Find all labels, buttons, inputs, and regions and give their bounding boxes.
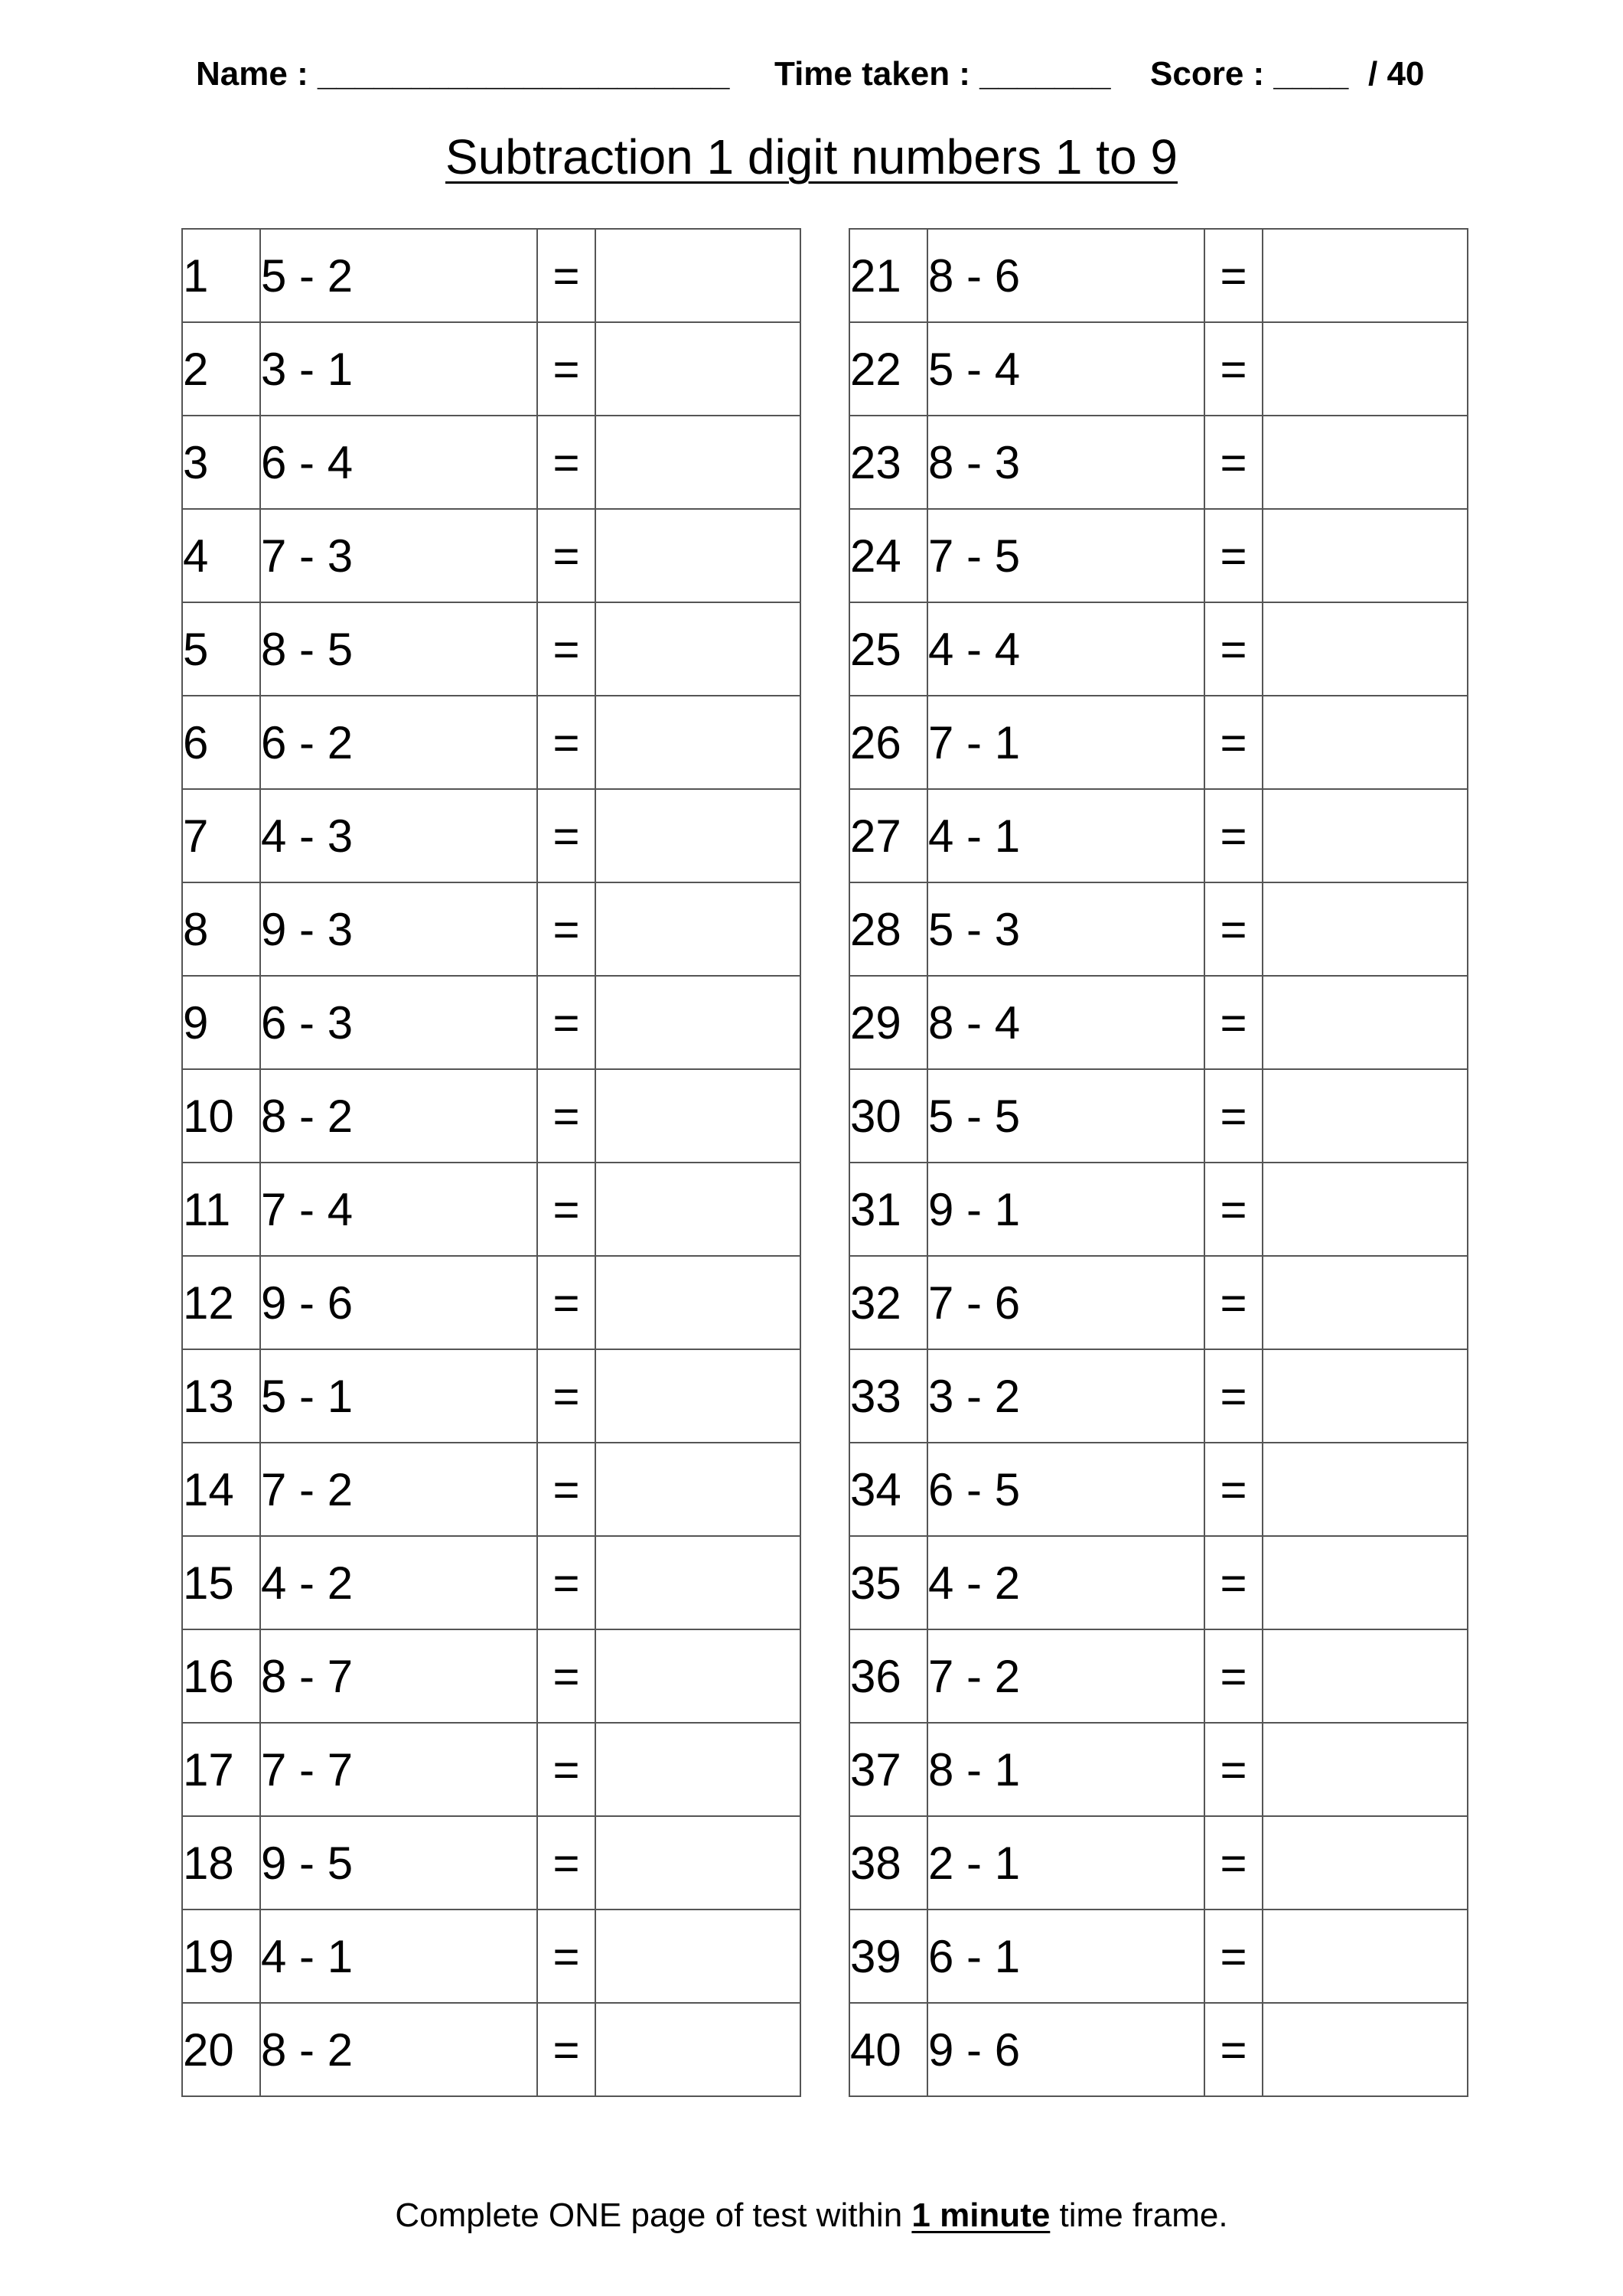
problem-row xyxy=(182,696,800,789)
equals-sign: = xyxy=(537,976,595,1069)
answer-box[interactable] xyxy=(1263,1910,1468,2003)
problem-row xyxy=(182,882,800,976)
problem-number: 12 xyxy=(182,1256,260,1349)
answer-box[interactable] xyxy=(1263,1816,1468,1910)
answer-box[interactable] xyxy=(1263,789,1468,882)
problem-number: 9 xyxy=(182,976,260,1069)
problem-expression: 7 - 4 xyxy=(260,1163,537,1256)
problem-row xyxy=(849,1443,1468,1536)
problem-row xyxy=(849,1536,1468,1629)
problem-row xyxy=(182,2003,800,2096)
score-field[interactable]: Score : ____ xyxy=(1150,55,1349,93)
problem-number: 26 xyxy=(849,696,927,789)
equals-sign: = xyxy=(537,602,595,696)
equals-sign: = xyxy=(1204,1443,1263,1536)
problem-row xyxy=(182,602,800,696)
problem-row xyxy=(182,1443,800,1536)
problem-number: 6 xyxy=(182,696,260,789)
equals-sign: = xyxy=(537,1349,595,1443)
problem-expression: 5 - 1 xyxy=(260,1349,537,1443)
problem-number: 19 xyxy=(182,1910,260,2003)
equals-sign: = xyxy=(537,696,595,789)
time-taken-field[interactable]: Time taken : _______ xyxy=(774,55,1111,93)
problem-number: 10 xyxy=(182,1069,260,1163)
problem-number: 11 xyxy=(182,1163,260,1256)
problem-row xyxy=(849,1723,1468,1816)
equals-sign: = xyxy=(537,229,595,322)
footer-text-after: time frame. xyxy=(1050,2197,1228,2234)
problem-expression: 3 - 1 xyxy=(260,322,537,416)
equals-sign: = xyxy=(537,1069,595,1163)
problems-table-left xyxy=(181,228,801,2097)
problem-row xyxy=(182,1163,800,1256)
problem-row xyxy=(849,416,1468,509)
problem-row xyxy=(849,1256,1468,1349)
problem-number: 28 xyxy=(849,882,927,976)
equals-sign: = xyxy=(1204,882,1263,976)
equals-sign: = xyxy=(537,789,595,882)
footer-emphasis: 1 minute xyxy=(911,2197,1051,2234)
equals-sign: = xyxy=(537,1723,595,1816)
problem-expression: 5 - 2 xyxy=(260,229,537,322)
problem-expression: 8 - 1 xyxy=(927,1723,1204,1816)
problem-expression: 8 - 5 xyxy=(260,602,537,696)
problem-expression: 5 - 5 xyxy=(927,1069,1204,1163)
equals-sign: = xyxy=(537,1443,595,1536)
problem-expression: 8 - 3 xyxy=(927,416,1204,509)
problem-number: 30 xyxy=(849,1069,927,1163)
problem-row xyxy=(182,1629,800,1723)
problem-number: 27 xyxy=(849,789,927,882)
problem-number: 36 xyxy=(849,1629,927,1723)
answer-box[interactable] xyxy=(595,1910,800,2003)
answer-box[interactable] xyxy=(595,1069,800,1163)
problem-number: 24 xyxy=(849,509,927,602)
problem-number: 20 xyxy=(182,2003,260,2096)
answer-box[interactable] xyxy=(1263,1256,1468,1349)
answer-box[interactable] xyxy=(1263,1629,1468,1723)
problem-row xyxy=(849,602,1468,696)
problem-expression: 4 - 1 xyxy=(260,1910,537,2003)
equals-sign: = xyxy=(1204,509,1263,602)
problem-number: 7 xyxy=(182,789,260,882)
problem-expression: 7 - 2 xyxy=(927,1629,1204,1723)
problem-expression: 7 - 5 xyxy=(927,509,1204,602)
problem-row xyxy=(182,322,800,416)
problem-row xyxy=(182,1349,800,1443)
problem-expression: 9 - 6 xyxy=(927,2003,1204,2096)
problem-expression: 8 - 2 xyxy=(260,2003,537,2096)
answer-box[interactable] xyxy=(1263,1069,1468,1163)
problem-expression: 4 - 4 xyxy=(927,602,1204,696)
answer-box[interactable] xyxy=(595,789,800,882)
equals-sign: = xyxy=(1204,789,1263,882)
problem-expression: 6 - 3 xyxy=(260,976,537,1069)
problem-number: 18 xyxy=(182,1816,260,1910)
equals-sign: = xyxy=(537,1816,595,1910)
equals-sign: = xyxy=(1204,2003,1263,2096)
equals-sign: = xyxy=(1204,696,1263,789)
answer-box[interactable] xyxy=(595,1163,800,1256)
problem-row xyxy=(182,1723,800,1816)
problem-number: 38 xyxy=(849,1816,927,1910)
answer-box[interactable] xyxy=(1263,1349,1468,1443)
header xyxy=(0,55,1623,109)
answer-box[interactable] xyxy=(1263,882,1468,976)
problem-expression: 8 - 2 xyxy=(260,1069,537,1163)
equals-sign: = xyxy=(1204,1910,1263,2003)
equals-sign: = xyxy=(1204,1163,1263,1256)
problem-row xyxy=(182,1816,800,1910)
problem-row xyxy=(849,1069,1468,1163)
problem-expression: 6 - 2 xyxy=(260,696,537,789)
problem-row xyxy=(849,2003,1468,2096)
problem-number: 29 xyxy=(849,976,927,1069)
problem-row xyxy=(182,509,800,602)
problem-row xyxy=(182,1256,800,1349)
problem-number: 37 xyxy=(849,1723,927,1816)
problem-number: 8 xyxy=(182,882,260,976)
equals-sign: = xyxy=(1204,1536,1263,1629)
equals-sign: = xyxy=(1204,1069,1263,1163)
problem-row xyxy=(849,1910,1468,2003)
problem-number: 40 xyxy=(849,2003,927,2096)
problem-expression: 2 - 1 xyxy=(927,1816,1204,1910)
equals-sign: = xyxy=(1204,416,1263,509)
problem-expression: 7 - 1 xyxy=(927,696,1204,789)
answer-box[interactable] xyxy=(595,322,800,416)
equals-sign: = xyxy=(537,1163,595,1256)
equals-sign: = xyxy=(537,322,595,416)
problem-number: 2 xyxy=(182,322,260,416)
problem-number: 33 xyxy=(849,1349,927,1443)
problem-expression: 9 - 5 xyxy=(260,1816,537,1910)
answer-box[interactable] xyxy=(595,1723,800,1816)
problem-row xyxy=(849,1816,1468,1910)
problem-number: 13 xyxy=(182,1349,260,1443)
problem-row xyxy=(849,1163,1468,1256)
answer-box[interactable] xyxy=(1263,2003,1468,2096)
answer-box[interactable] xyxy=(595,696,800,789)
problem-row xyxy=(849,789,1468,882)
problem-row xyxy=(849,322,1468,416)
equals-sign: = xyxy=(537,882,595,976)
problem-expression: 6 - 4 xyxy=(260,416,537,509)
answer-box[interactable] xyxy=(1263,1443,1468,1536)
problem-row xyxy=(182,1910,800,2003)
answer-box[interactable] xyxy=(595,416,800,509)
score-total: / 40 xyxy=(1368,55,1425,93)
problem-expression: 4 - 1 xyxy=(927,789,1204,882)
equals-sign: = xyxy=(1204,322,1263,416)
answer-box[interactable] xyxy=(1263,696,1468,789)
problem-row xyxy=(849,509,1468,602)
problem-expression: 7 - 2 xyxy=(260,1443,537,1536)
problem-number: 32 xyxy=(849,1256,927,1349)
answer-box[interactable] xyxy=(595,2003,800,2096)
problem-number: 16 xyxy=(182,1629,260,1723)
problem-number: 39 xyxy=(849,1910,927,2003)
answer-box[interactable] xyxy=(595,229,800,322)
problem-row xyxy=(849,229,1468,322)
problem-number: 31 xyxy=(849,1163,927,1256)
problem-expression: 6 - 1 xyxy=(927,1910,1204,2003)
answer-box[interactable] xyxy=(595,1443,800,1536)
problem-number: 35 xyxy=(849,1536,927,1629)
problem-expression: 3 - 2 xyxy=(927,1349,1204,1443)
answer-box[interactable] xyxy=(1263,509,1468,602)
equals-sign: = xyxy=(1204,1349,1263,1443)
answer-box[interactable] xyxy=(1263,229,1468,322)
problem-expression: 4 - 2 xyxy=(260,1536,537,1629)
answer-box[interactable] xyxy=(595,1536,800,1629)
answer-box[interactable] xyxy=(595,1629,800,1723)
problem-expression: 8 - 7 xyxy=(260,1629,537,1723)
problem-expression: 7 - 3 xyxy=(260,509,537,602)
problem-expression: 4 - 3 xyxy=(260,789,537,882)
problem-expression: 5 - 3 xyxy=(927,882,1204,976)
problem-number: 25 xyxy=(849,602,927,696)
equals-sign: = xyxy=(1204,1816,1263,1910)
problem-number: 3 xyxy=(182,416,260,509)
problem-number: 5 xyxy=(182,602,260,696)
title-text: Subtraction 1 digit numbers 1 to 9 xyxy=(445,129,1178,184)
problem-number: 23 xyxy=(849,416,927,509)
problem-number: 4 xyxy=(182,509,260,602)
problem-number: 34 xyxy=(849,1443,927,1536)
answer-box[interactable] xyxy=(1263,976,1468,1069)
problem-number: 17 xyxy=(182,1723,260,1816)
equals-sign: = xyxy=(537,416,595,509)
answer-box[interactable] xyxy=(595,602,800,696)
equals-sign: = xyxy=(537,2003,595,2096)
problem-row xyxy=(849,1629,1468,1723)
equals-sign: = xyxy=(537,1910,595,2003)
problem-expression: 5 - 4 xyxy=(927,322,1204,416)
answer-box[interactable] xyxy=(1263,1536,1468,1629)
answer-box[interactable] xyxy=(595,882,800,976)
problem-expression: 9 - 6 xyxy=(260,1256,537,1349)
problem-row xyxy=(182,976,800,1069)
problem-row xyxy=(182,229,800,322)
equals-sign: = xyxy=(537,1256,595,1349)
problem-number: 21 xyxy=(849,229,927,322)
footer-instruction xyxy=(0,2197,1623,2235)
equals-sign: = xyxy=(1204,1629,1263,1723)
problem-expression: 7 - 7 xyxy=(260,1723,537,1816)
answer-box[interactable] xyxy=(595,509,800,602)
footer-text-before: Complete ONE page of test within xyxy=(395,2197,912,2234)
problem-number: 15 xyxy=(182,1536,260,1629)
problem-row xyxy=(182,789,800,882)
problem-expression: 8 - 4 xyxy=(927,976,1204,1069)
answer-box[interactable] xyxy=(1263,322,1468,416)
answer-box[interactable] xyxy=(1263,602,1468,696)
problem-number: 14 xyxy=(182,1443,260,1536)
problem-number: 22 xyxy=(849,322,927,416)
problem-row xyxy=(182,1069,800,1163)
problem-number: 1 xyxy=(182,229,260,322)
answer-box[interactable] xyxy=(595,1816,800,1910)
equals-sign: = xyxy=(537,1536,595,1629)
problem-row xyxy=(849,696,1468,789)
equals-sign: = xyxy=(1204,976,1263,1069)
equals-sign: = xyxy=(537,1629,595,1723)
equals-sign: = xyxy=(1204,1256,1263,1349)
problem-expression: 6 - 5 xyxy=(927,1443,1204,1536)
equals-sign: = xyxy=(1204,1723,1263,1816)
problem-expression: 7 - 6 xyxy=(927,1256,1204,1349)
name-field[interactable]: Name : ______________________ xyxy=(196,55,730,93)
problem-row xyxy=(849,976,1468,1069)
equals-sign: = xyxy=(537,509,595,602)
answer-box[interactable] xyxy=(595,976,800,1069)
problem-row xyxy=(849,882,1468,976)
problem-row xyxy=(849,1349,1468,1443)
problem-expression: 9 - 1 xyxy=(927,1163,1204,1256)
answer-box[interactable] xyxy=(1263,1723,1468,1816)
problem-expression: 4 - 2 xyxy=(927,1536,1204,1629)
equals-sign: = xyxy=(1204,229,1263,322)
answer-box[interactable] xyxy=(1263,416,1468,509)
answer-box[interactable] xyxy=(595,1349,800,1443)
problem-row xyxy=(182,416,800,509)
problem-expression: 9 - 3 xyxy=(260,882,537,976)
answer-box[interactable] xyxy=(595,1256,800,1349)
worksheet-title xyxy=(0,129,1623,185)
equals-sign: = xyxy=(1204,602,1263,696)
problems-table-right xyxy=(849,228,1468,2097)
answer-box[interactable] xyxy=(1263,1163,1468,1256)
problem-row xyxy=(182,1536,800,1629)
problem-expression: 8 - 6 xyxy=(927,229,1204,322)
